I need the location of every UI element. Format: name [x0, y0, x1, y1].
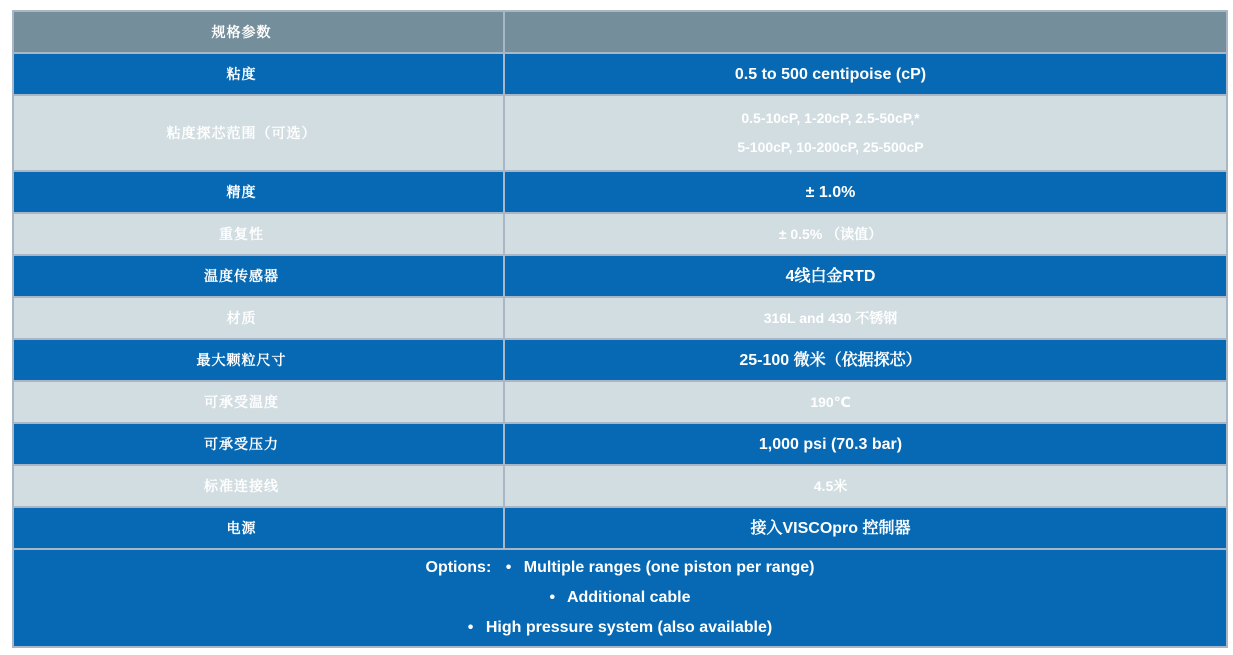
- spec-value: [505, 96, 1226, 170]
- spec-label: 可承受压力: [14, 424, 505, 464]
- spec-label: 粘度: [14, 54, 505, 94]
- bullet-icon: •: [467, 619, 474, 636]
- bullet-icon: •: [549, 589, 556, 606]
- spec-label: 标准连接线: [14, 466, 505, 506]
- spec-label: 可承受温度: [14, 382, 505, 422]
- spec-label: 最大颗粒尺寸: [14, 340, 505, 380]
- options-footer: [14, 550, 1226, 646]
- spec-label: 温度传感器: [14, 256, 505, 296]
- option-item: Multiple ranges (one piston per range): [523, 559, 815, 576]
- bullet-icon: •: [505, 559, 512, 576]
- spec-label: 粘度探芯范围（可选）: [14, 96, 505, 170]
- spec-value: ± 0.5% （读值）: [778, 225, 883, 242]
- spec-value: 4线白金RTD: [785, 267, 876, 285]
- table-header-value: [505, 12, 1226, 52]
- table-row-cable: [14, 466, 1226, 508]
- table-row-temp-sensor: [14, 256, 1226, 298]
- table-header-label: 规格参数: [14, 12, 505, 52]
- table-row-accuracy: [14, 172, 1226, 214]
- options-line: [426, 553, 815, 583]
- spec-label: 精度: [14, 172, 505, 212]
- table-row-material: [14, 298, 1226, 340]
- options-label: Options:: [425, 559, 492, 576]
- spec-label: 电源: [14, 508, 505, 548]
- spec-value: 1,000 psi (70.3 bar): [758, 435, 903, 453]
- table-header-row: [14, 12, 1226, 54]
- options-line: [468, 613, 772, 643]
- table-row-viscosity: [14, 54, 1226, 96]
- table-row-max-temp: [14, 382, 1226, 424]
- options-line: [549, 583, 690, 613]
- option-item: Additional cable: [566, 589, 691, 606]
- option-item: High pressure system (also available): [485, 619, 773, 636]
- spec-value: 4.5米: [813, 477, 848, 494]
- spec-value: 0.5 to 500 centipoise (cP): [734, 65, 927, 83]
- spec-value-line: 5-100cP, 10-200cP, 25-500cP: [737, 139, 924, 155]
- spec-value: 316L and 430 不锈钢: [763, 309, 898, 326]
- spec-label: 重复性: [14, 214, 505, 254]
- spec-value: 25-100 微米（依据探芯）: [739, 351, 922, 369]
- table-row-max-pressure: [14, 424, 1226, 466]
- specification-table: [12, 10, 1228, 648]
- spec-value-line: 0.5-10cP, 1-20cP, 2.5-50cP,*: [741, 110, 920, 126]
- spec-value: 接入VISCOpro 控制器: [750, 519, 911, 537]
- spec-label: 材质: [14, 298, 505, 338]
- spec-value: 190℃: [810, 393, 851, 410]
- table-row-piston-ranges: [14, 96, 1226, 172]
- table-row-max-particle: [14, 340, 1226, 382]
- table-row-power: [14, 508, 1226, 550]
- spec-value: ± 1.0%: [805, 183, 856, 201]
- table-row-repeatability: [14, 214, 1226, 256]
